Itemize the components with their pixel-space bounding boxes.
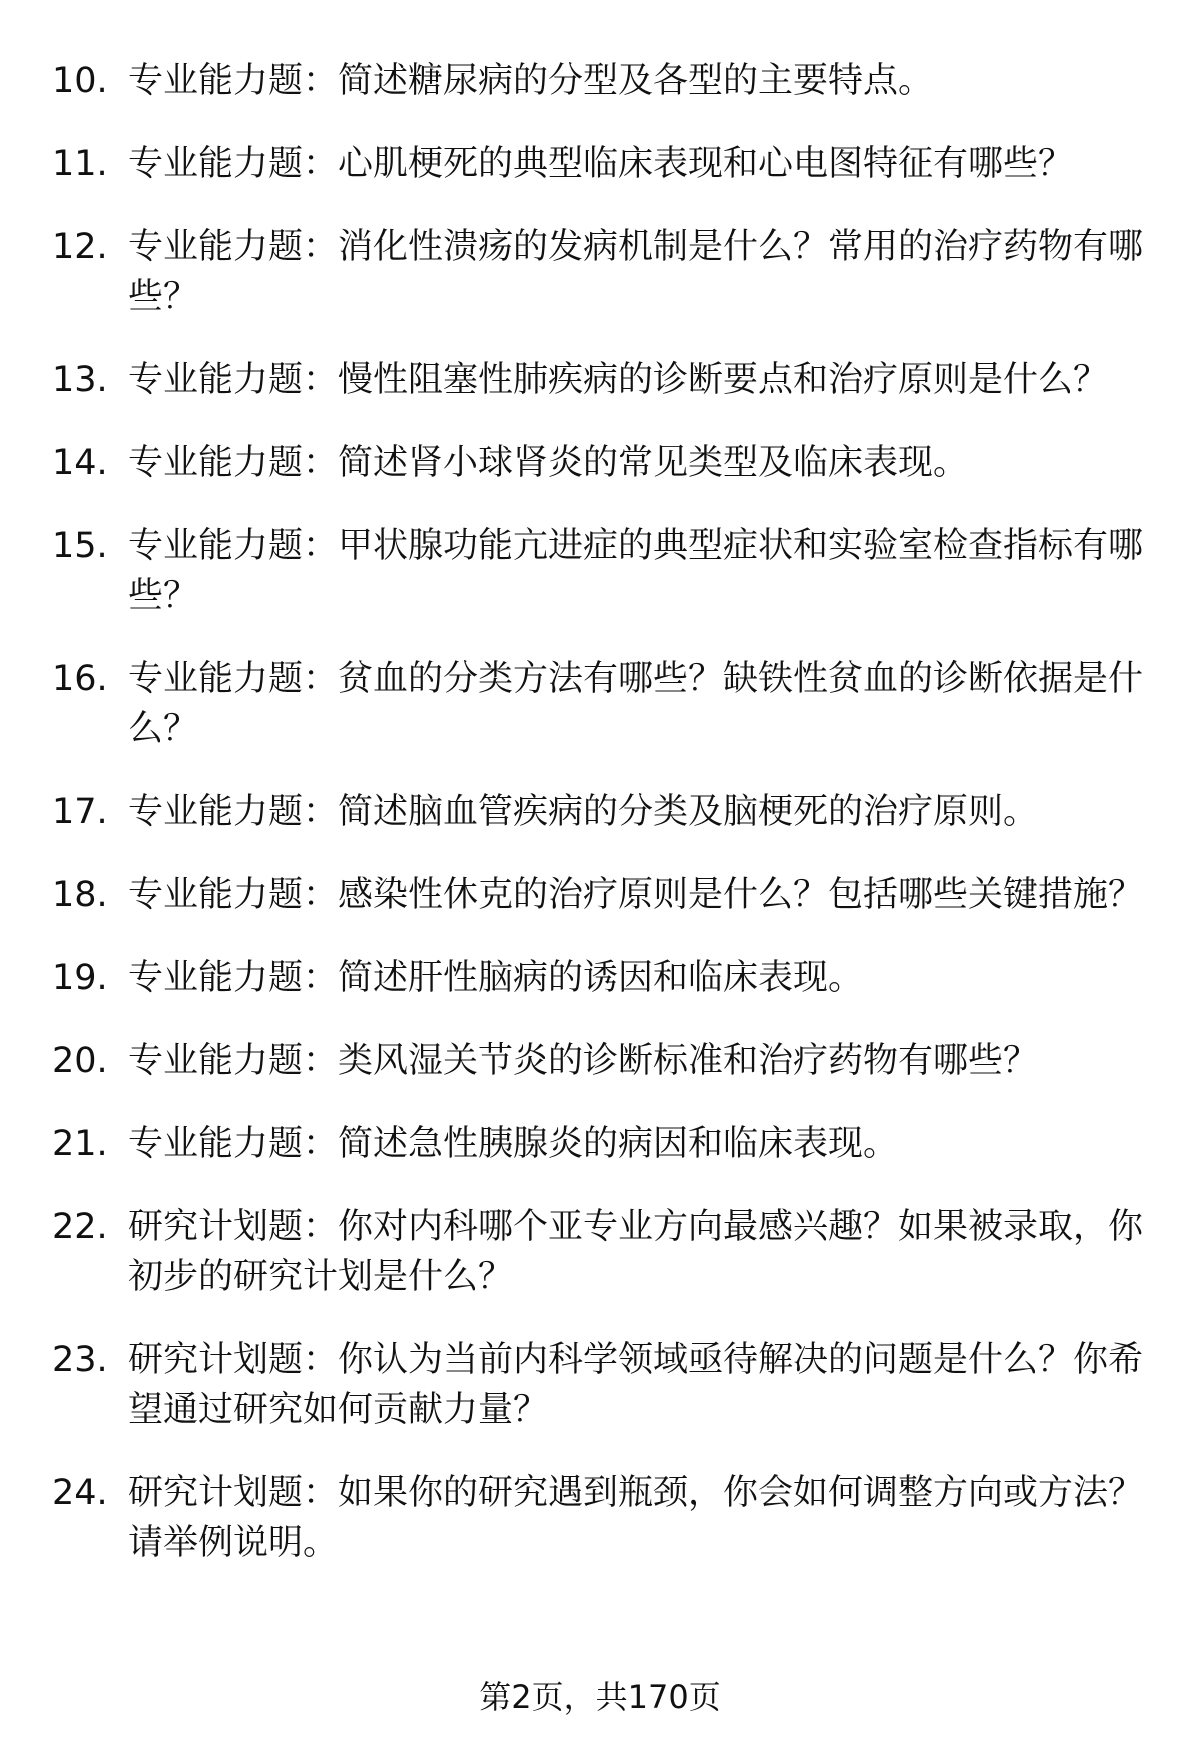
list-item [52, 438, 1152, 488]
item-text: 专业能力题：慢性阻塞性肺疾病的诊断要点和治疗原则是什么？ [128, 360, 1109, 400]
list-item [52, 1468, 1152, 1568]
page-footer: 第2页，共170页 [479, 1678, 721, 1716]
list-item [52, 787, 1152, 837]
item-number: 16. [52, 659, 108, 699]
item-text: 研究计划题：你对内科哪个亚专业方向最感兴趣？如果被录取，你初步的研究计划是什么？ [128, 1207, 1144, 1297]
item-number: 24. [52, 1473, 108, 1513]
item-number: 23. [52, 1340, 108, 1380]
item-text: 研究计划题：如果你的研究遇到瓶颈，你会如何调整方向或方法？请举例说明。 [128, 1473, 1144, 1563]
list-item [52, 1335, 1152, 1435]
item-number: 22. [52, 1207, 108, 1247]
item-text: 专业能力题：贫血的分类方法有哪些？缺铁性贫血的诊断依据是什么？ [128, 659, 1144, 749]
item-number: 13. [52, 360, 108, 400]
item-number: 20. [52, 1041, 108, 1081]
item-number: 14. [52, 443, 108, 483]
item-text: 专业能力题：简述肝性脑病的诱因和临床表现。 [128, 958, 864, 998]
item-number: 11. [52, 144, 108, 184]
item-number: 18. [52, 875, 108, 915]
item-text: 专业能力题：简述糖尿病的分型及各型的主要特点。 [128, 61, 934, 101]
list-item [52, 355, 1152, 405]
list-item [52, 870, 1152, 920]
item-text: 研究计划题：你认为当前内科学领域亟待解决的问题是什么？你希望通过研究如何贡献力量？ [128, 1340, 1144, 1430]
item-text: 专业能力题：简述急性胰腺炎的病因和临床表现。 [128, 1124, 899, 1164]
list-item [52, 139, 1152, 189]
item-text: 专业能力题：甲状腺功能亢进症的典型症状和实验室检查指标有哪些？ [128, 526, 1144, 616]
item-text: 专业能力题：消化性溃疡的发病机制是什么？常用的治疗药物有哪些？ [128, 227, 1144, 317]
item-text: 专业能力题：简述脑血管疾病的分类及脑梗死的治疗原则。 [128, 792, 1039, 832]
question-list [52, 56, 1152, 1601]
item-number: 21. [52, 1124, 108, 1164]
item-text: 专业能力题：类风湿关节炎的诊断标准和治疗药物有哪些？ [128, 1041, 1039, 1081]
list-item [52, 1036, 1152, 1086]
item-number: 12. [52, 227, 108, 267]
list-item [52, 56, 1152, 106]
list-item [52, 654, 1152, 754]
list-item [52, 521, 1152, 621]
item-number: 10. [52, 61, 108, 101]
item-number: 15. [52, 526, 108, 566]
item-text: 专业能力题：感染性休克的治疗原则是什么？包括哪些关键措施？ [128, 875, 1144, 915]
list-item [52, 222, 1152, 322]
item-number: 19. [52, 958, 108, 998]
item-text: 专业能力题：心肌梗死的典型临床表现和心电图特征有哪些？ [128, 144, 1074, 184]
item-text: 专业能力题：简述肾小球肾炎的常见类型及临床表现。 [128, 443, 969, 483]
item-number: 17. [52, 792, 108, 832]
list-item [52, 1202, 1152, 1302]
list-item [52, 1119, 1152, 1169]
list-item [52, 953, 1152, 1003]
